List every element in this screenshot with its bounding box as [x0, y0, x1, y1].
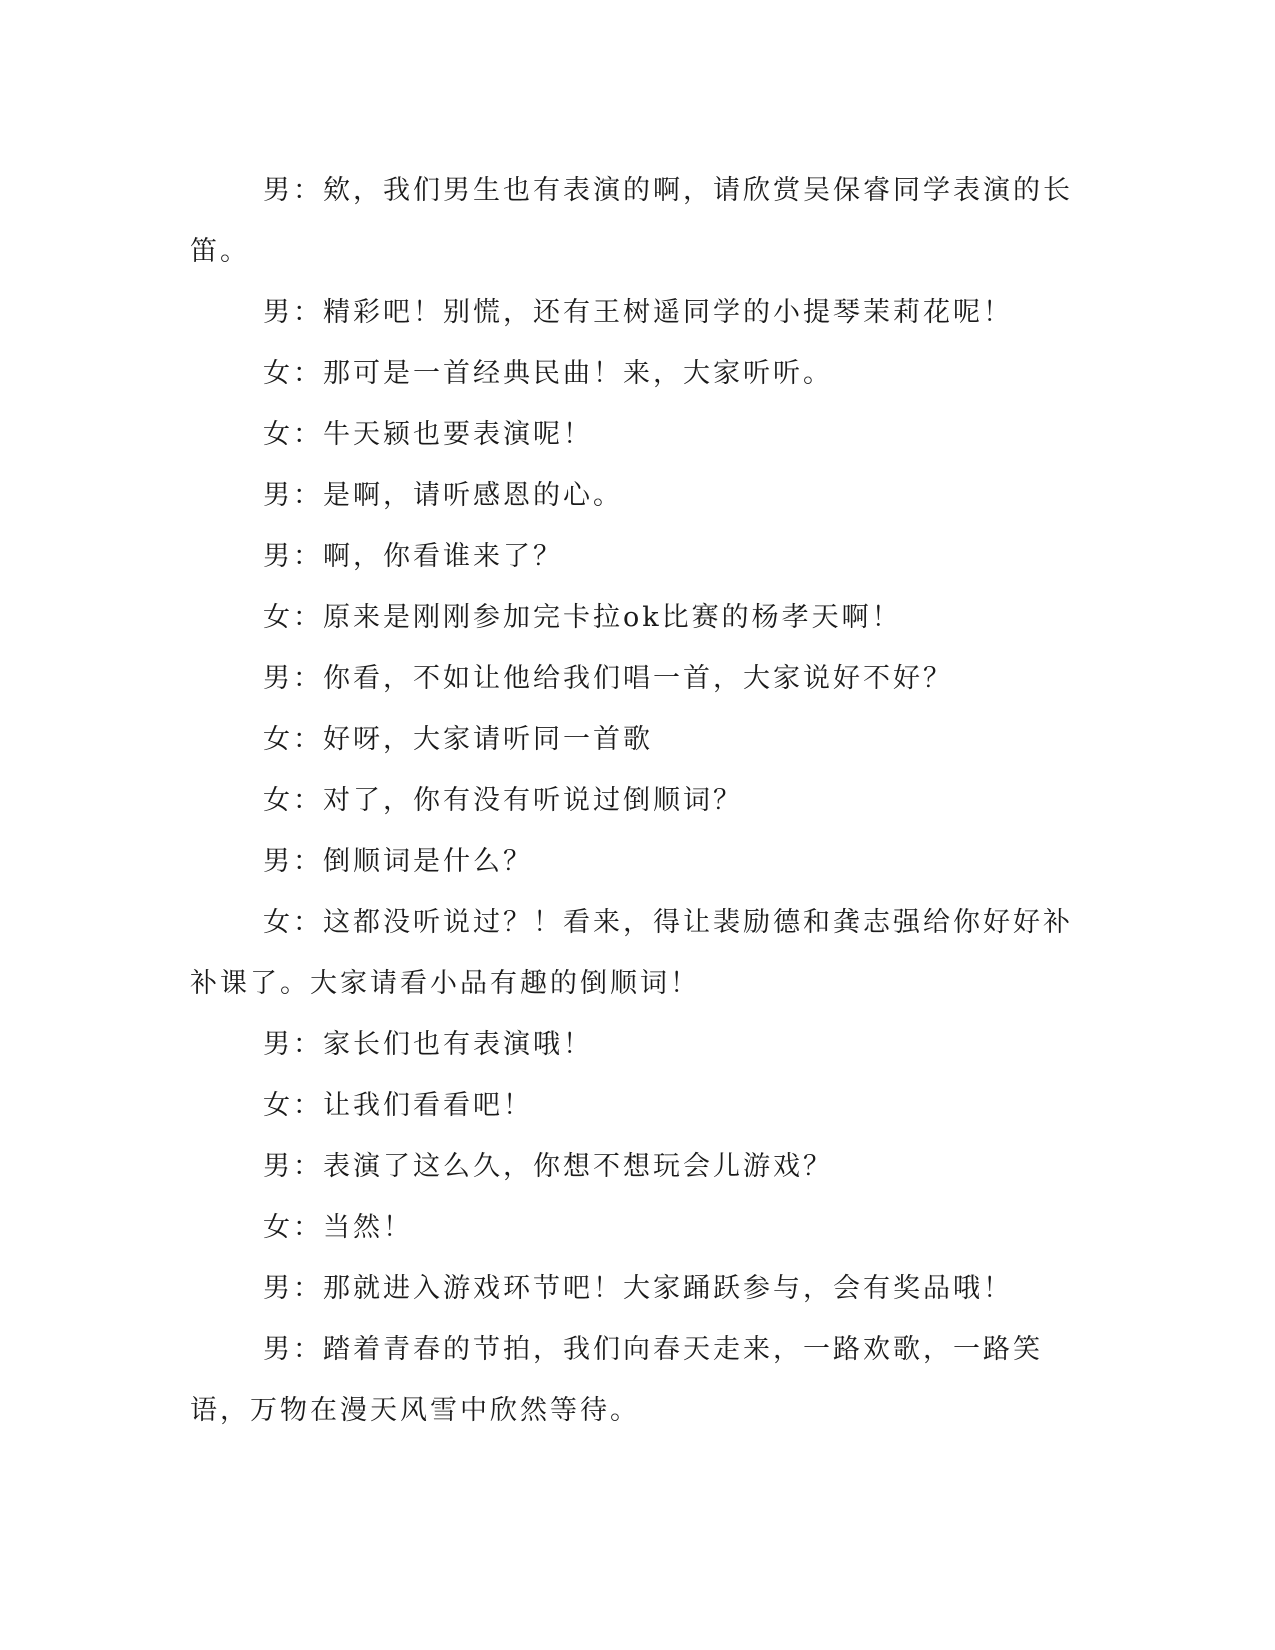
dialogue-line: 男：那就进入游戏环节吧！大家踊跃参与，会有奖品哦！	[263, 1273, 1013, 1304]
dialogue-line: 男：家长们也有表演哦！	[263, 1029, 593, 1060]
dialogue-line: 男：倒顺词是什么？	[263, 846, 533, 877]
dialogue-line: 男：啊，你看谁来了？	[263, 541, 563, 572]
dialogue-line: 男：踏着青春的节拍，我们向春天走来，一路欢歌，一路笑语，万物在漫天风雪中欣然等待。	[190, 1334, 1043, 1426]
dialogue-line: 女：原来是刚刚参加完卡拉ok比赛的杨孝天啊！	[263, 602, 902, 633]
dialogue-line: 女：这都没听说过？！看来，得让裴励德和龚志强给你好好补补课了。大家请看小品有趣的倒顺词！	[190, 907, 1073, 999]
dialogue-line: 男：精彩吧！别慌，还有王树遥同学的小提琴茉莉花呢！	[263, 297, 1013, 328]
dialogue-line: 女：当然！	[263, 1212, 413, 1243]
dialogue-line: 女：让我们看看吧！	[263, 1090, 533, 1121]
dialogue-line: 男：你看，不如让他给我们唱一首，大家说好不好？	[263, 663, 953, 694]
dialogue-line: 女：对了，你有没有听说过倒顺词？	[263, 785, 743, 816]
dialogue-line: 女：牛天颍也要表演呢！	[263, 419, 593, 450]
dialogue-line: 女：好呀，大家请听同一首歌	[263, 724, 653, 755]
dialogue-line: 男：是啊，请听感恩的心。	[263, 480, 623, 511]
dialogue-line: 男：欸，我们男生也有表演的啊，请欣赏吴保睿同学表演的长笛。	[190, 175, 1073, 267]
dialogue-line: 女：那可是一首经典民曲！来，大家听听。	[263, 358, 833, 389]
document-body	[190, 160, 1080, 1441]
dialogue-line: 男：表演了这么久，你想不想玩会儿游戏？	[263, 1151, 833, 1182]
